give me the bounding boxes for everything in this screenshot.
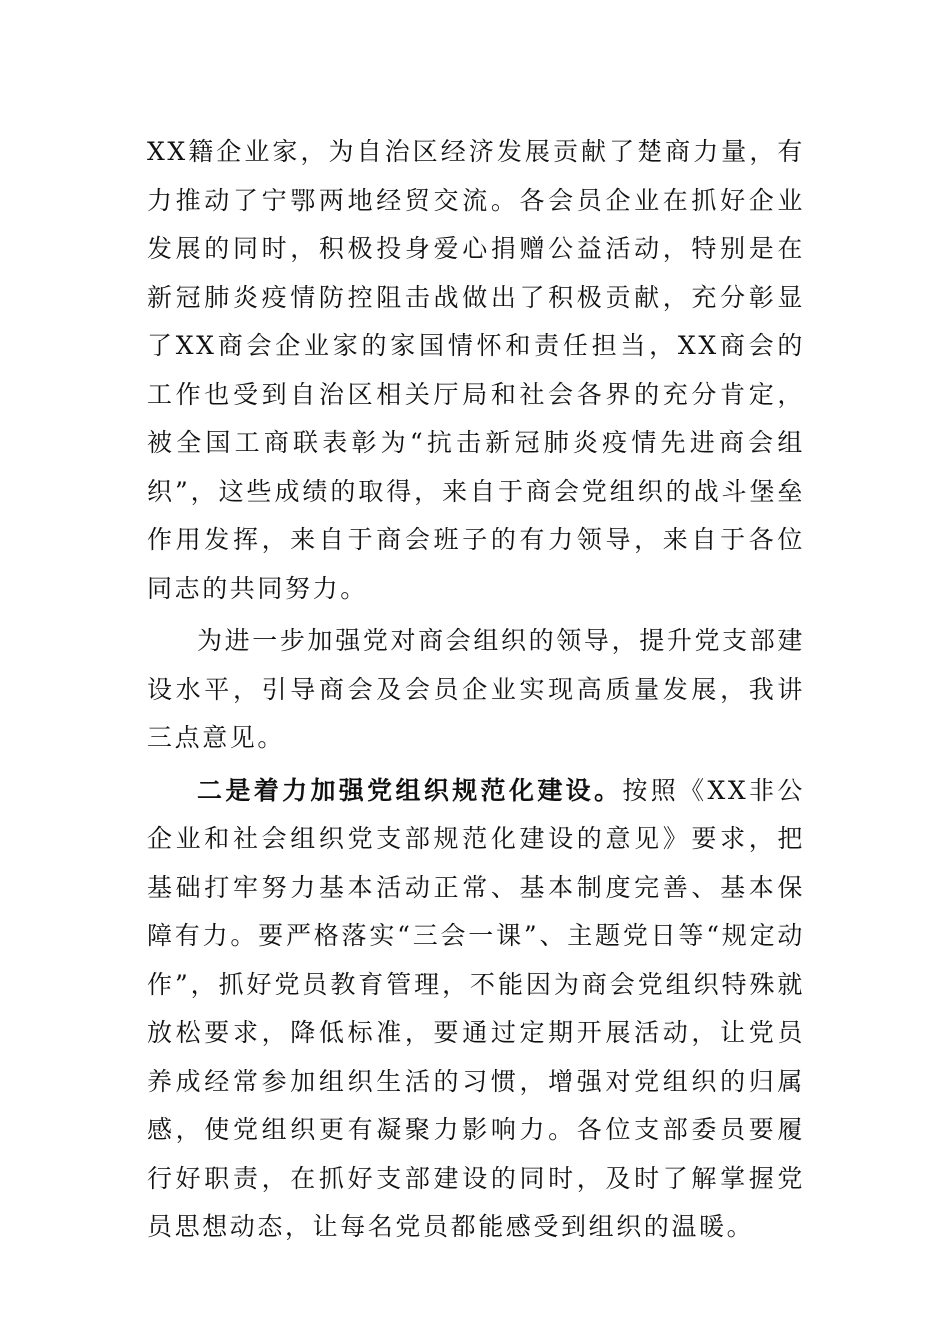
section-heading: 二是着力加强党组织规范化建设。 xyxy=(197,775,623,805)
paragraph-2: 为进一步加强党对商会组织的领导，提升党支部建设水平，引导商会及会员企业实现高质量发展，我讲三点意见。 xyxy=(147,626,805,752)
paragraph-1: XX籍企业家，为自治区经济发展贡献了楚商力量，有力推动了宁鄂两地经贸交流。各会员企业在抓好企业发展的同时，积极投身爱心捐赠公益活动，特别是在新冠肺炎疫情防控阻击战做出了积极贡献，充分彰显了XX商会企业家的家国情怀和责任担当，XX商会的工作也受到自治区相关厅局和社会各界的充分肯定，被全国工商联表彰为“抗击新冠肺炎疫情先进商会组织”，这些成绩的取得，来自于商会党组织的战斗堡垒作用发挥，来自于商会班子的有力领导，来自于各位同志的共同努力。 xyxy=(147,137,805,603)
paragraph-3-text: 按照《XX非公企业和社会组织党支部规范化建设的意见》要求，把基础打牢努力基本活动正常、基本制度完善、基本保障有力。要严格落实“三会一课”、主题党日等“规定动作”，抓好党员教育管理，不能因为商会党组织特殊就放松要求，降低标准，要通过定期开展活动，让党员养成经常参加组织生活的习惯，增强对党组织的归属感，使党组织更有凝聚力影响力。各位支部委员要履行好职责，在抓好支部建设的同时，及时了解掌握党员思想动态，让每名党员都能感受到组织的温暖。 xyxy=(147,775,805,1241)
paragraph-3 xyxy=(147,767,805,1252)
document-body xyxy=(147,128,805,1252)
